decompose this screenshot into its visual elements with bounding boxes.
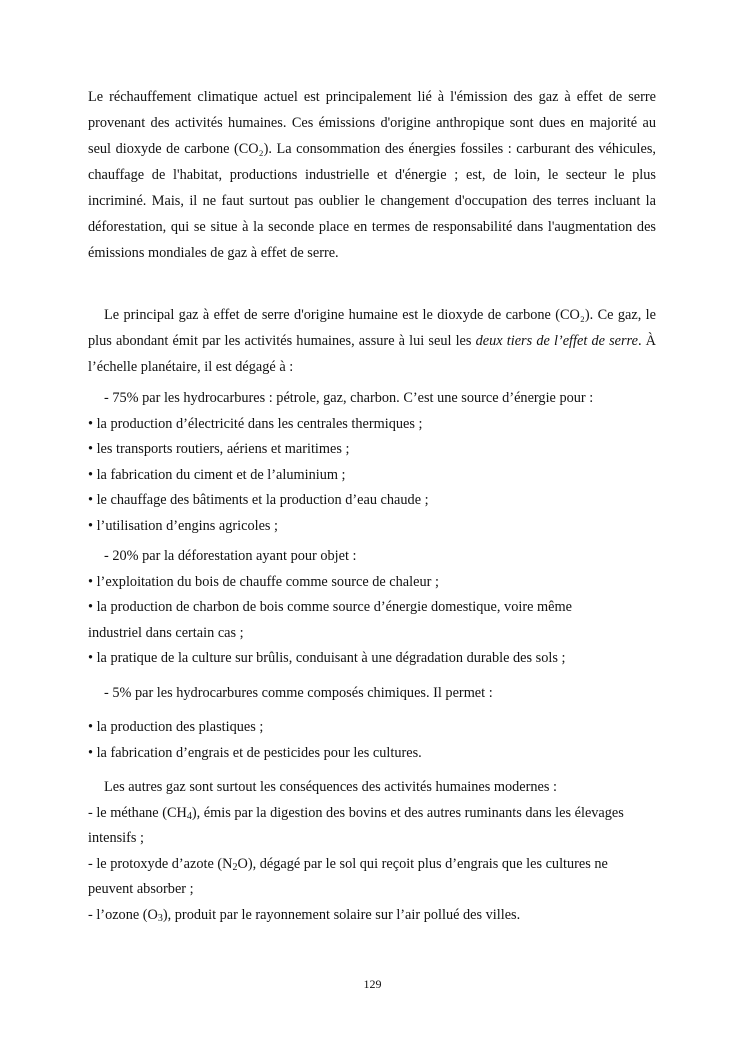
gas-methane-b: ), émis par la digestion des bovins et des autres ruminants dans les élevages intensifs ; (88, 804, 624, 846)
gas-ozone (88, 903, 656, 929)
list-item: • la pratique de la culture sur brûlis, conduisant à une dégradation durable des sols ; (88, 650, 566, 666)
other-gases-intro: Les autres gaz sont surtout les conséquences des activités humaines modernes : (104, 779, 558, 795)
gas-methane-sub: 4 (186, 810, 192, 822)
gas-ozone-a: - l’ozone (O (88, 906, 158, 923)
paragraph-co2-italic: deux tiers de l’effet de serre (475, 333, 638, 349)
document-page (88, 84, 656, 928)
list-item: • la production de charbon de bois comme source d’énergie domestique, voire même industriel dans certain cas ; (88, 599, 572, 641)
list-item: • le chauffage des bâtiments et la production d’eau chaude ; (88, 492, 429, 508)
paragraph-co2 (88, 302, 656, 380)
paragraph-climate-intro: Le réchauffement climatique actuel est principalement lié à l'émission des gaz à effet de serre provenant des activités humaines. Ces émissions d'origine anthropique sont dues en majorité au seul dioxyde de carbone (CO₂). La consommation des énergies fossiles : carburant des véhicules, chauffage de l'habitat, productions industrielle et d'énergie ; est, de loin, le secteur le plus incriminé. Mais, il ne faut surtout pas oublier le changement d'occupation des terres incluant la déforestation, qui se situe à la seconde place en termes de responsabilité dans l'augmentation des émissions mondiales de gaz à effet de serre. (88, 89, 656, 261)
list-item: • les transports routiers, aériens et maritimes ; (88, 441, 350, 457)
gas-nitrous-a: - le protoxyde d’azote (N (88, 855, 233, 872)
page-number: 129 (363, 977, 382, 991)
gas-nitrous-sub: 2 (232, 861, 238, 873)
paragraph-co2-text: Le principal gaz à effet de serre d'origine humaine est le dioxyde de carbone (CO₂). Ce gaz, le plus abondant émit par les activités humaines, assure à lui seul les (88, 307, 656, 349)
list-hydrocarbons-chemical (88, 681, 656, 767)
gas-nitrous-oxide (88, 852, 656, 903)
list-item: • la production d’électricité dans les centrales thermiques ; (88, 415, 423, 432)
gas-ozone-b: ), produit par le rayonnement solaire sur l’air pollué des villes. (162, 906, 521, 923)
paragraph-co2-tail: . À l’échelle planétaire, il est dégagé à : (88, 333, 656, 375)
list-heading: - 75% par les hydrocarbures : pétrole, gaz, charbon. C’est une source d’énergie pour : (104, 390, 594, 406)
gas-methane (88, 801, 656, 852)
list-item: • la fabrication du ciment et de l’aluminium ; (88, 466, 346, 483)
other-gases-section (88, 775, 656, 928)
list-heading: - 20% par la déforestation ayant pour objet : (104, 548, 357, 564)
list-deforestation (88, 544, 656, 672)
list-item: • l’exploitation du bois de chauffe comme source de chaleur ; (88, 573, 439, 590)
gas-methane-a: - le méthane (CH (88, 804, 187, 821)
list-hydrocarbons-energy (88, 386, 656, 539)
list-item: • l’utilisation d’engins agricoles ; (88, 517, 279, 534)
gas-nitrous-b: O), dégagé par le sol qui reçoit plus d’engrais que les cultures ne peuvent absorber ; (88, 855, 608, 897)
list-item: • la production des plastiques ; (88, 719, 264, 735)
gas-ozone-sub: 3 (157, 912, 163, 924)
list-heading: - 5% par les hydrocarbures comme composés chimiques. Il permet : (104, 684, 493, 701)
list-item: • la fabrication d’engrais et de pesticides pour les cultures. (88, 744, 422, 761)
